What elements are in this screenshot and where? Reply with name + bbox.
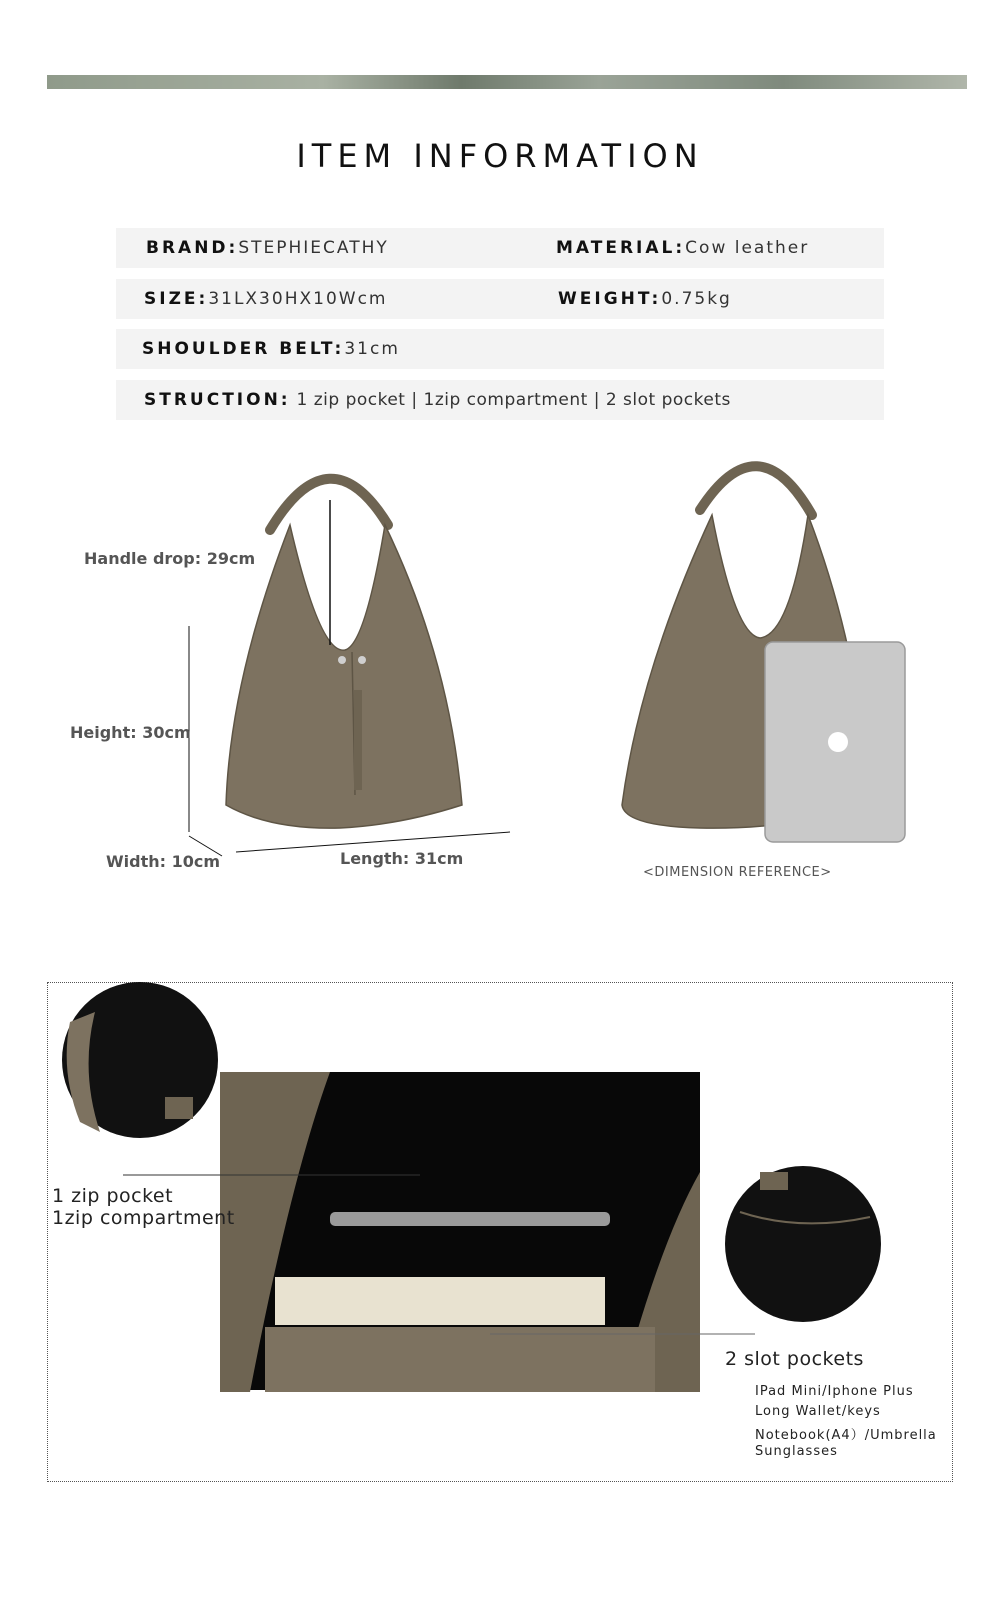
width-label: Width: 10cm (106, 852, 221, 871)
brand-value: STEPHIECATHY (238, 238, 389, 258)
tablet-in-bag (330, 1212, 610, 1226)
belt-label: SHOULDER BELT: (142, 339, 345, 359)
weight-value: 0.75kg (661, 289, 732, 309)
zip-pocket-label: 1 zip pocket (52, 1185, 174, 1207)
height-label: Height: 30cm (70, 723, 191, 742)
slot-pockets-label: 2 slot pockets (725, 1348, 864, 1370)
weight-label: WEIGHT: (558, 289, 662, 309)
size-value: 31LX30HX10Wcm (208, 289, 388, 309)
handle-drop-label: Handle drop: 29cm (84, 549, 256, 568)
material-label: MATERIAL: (556, 238, 686, 258)
dimension-reference-caption: <DIMENSION REFERENCE> (643, 865, 832, 880)
struction-value: 1 zip pocket | 1zip compartment | 2 slot pockets (290, 390, 731, 410)
material-value: Cow leather (685, 238, 810, 258)
zip-compartment-label: 1zip compartment (52, 1207, 235, 1229)
slot-pocket-detail (725, 1166, 881, 1322)
struction-label: STRUCTION: (144, 390, 291, 410)
size-label: SIZE: (144, 289, 209, 309)
bag-dimension-diagram (0, 440, 1000, 900)
page-title: ITEM INFORMATION (296, 137, 704, 175)
capacity-item: Sunglasses (755, 1444, 838, 1459)
apple-logo-icon (828, 732, 848, 752)
spec-row-struction (116, 380, 884, 420)
notebook-in-bag (275, 1277, 605, 1325)
spec-row-size (116, 279, 884, 319)
capacity-item: Long Wallet/keys (755, 1404, 881, 1419)
bag-body (226, 525, 462, 828)
capacity-item: Notebook(A4）/Umbrella (755, 1428, 937, 1443)
spec-row-belt (116, 329, 884, 369)
length-label: Length: 31cm (340, 849, 464, 868)
spec-row-brand (116, 228, 884, 268)
capacity-item: IPad Mini/Iphone Plus (755, 1384, 914, 1399)
bag-handle (270, 479, 388, 530)
leather-banner (47, 75, 967, 89)
belt-value: 31cm (344, 339, 400, 359)
brand-label: BRAND: (146, 238, 239, 258)
